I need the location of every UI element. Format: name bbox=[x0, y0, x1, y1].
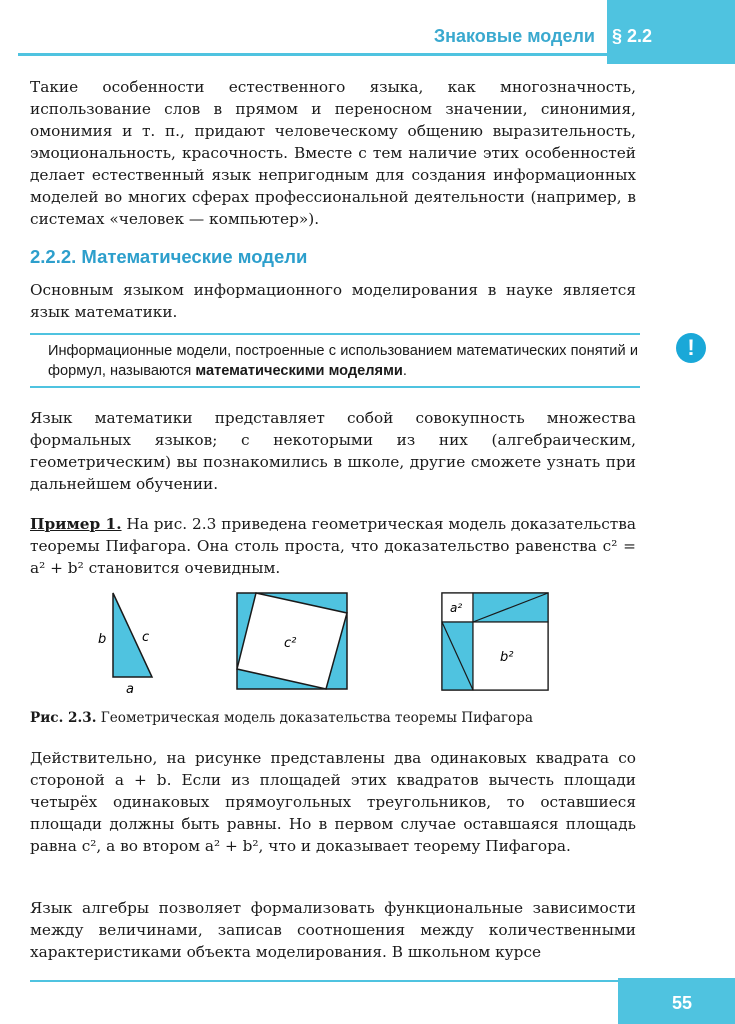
figure-caption-prefix: Рис. 2.3. bbox=[30, 710, 97, 726]
square3-label-b2: b² bbox=[500, 650, 514, 665]
paragraph-algebra: Язык алгебры позволяет формализовать функциональные зависимости между величинами, записав соотношения между количественными характеристиками объекта моделирования. В школьном курсе bbox=[30, 899, 636, 961]
exclamation-icon: ! bbox=[676, 333, 706, 363]
header-section-number: § 2.2 bbox=[612, 26, 653, 46]
triangle-label-c: c bbox=[142, 630, 150, 645]
square2-label-c2: c² bbox=[284, 636, 297, 651]
definition-prefix: Информационные модели, построенные с использованием математических понятий и формул, называются bbox=[48, 343, 638, 379]
footer-rule bbox=[30, 980, 618, 982]
definition-text bbox=[48, 341, 638, 381]
figure-caption-text: Геометрическая модель доказательства теоремы Пифагора bbox=[96, 710, 534, 726]
example-text: На рис. 2.3 приведена геометрическая модель доказательства теоремы Пифагора. Она столь проста, что доказательство равенства c² = a² + b² становится очевидным. bbox=[30, 515, 637, 577]
header-title: Знаковые модели bbox=[433, 26, 595, 46]
example-label: Пример 1. bbox=[30, 515, 122, 533]
header-rule bbox=[18, 53, 608, 56]
paragraph-intro: Такие особенности естественного языка, как многозначность, использование слов в прямом и переносном значении, синонимия, омонимия и т. п., придают человеческому общению выразительность, эмоциональность, красочность. Вместе с тем наличие этих особенностей делает естественный язык непригодным для создания информационных моделей во многих сферах профессиональной деятельности (например, в системах «человек — компьютер»). bbox=[30, 78, 636, 228]
definition-top-rule bbox=[30, 333, 640, 335]
page-number: 55 bbox=[672, 993, 693, 1013]
paragraph-proof: Действительно, на рисунке представлены два одинаковых квадрата со стороной a + b. Если из площадей этих квадратов вычесть площади четырёх одинаковых прямоугольных треугольников, то оставшиеся площади должны быть равны. Но в первом случае оставшаяся площадь равна c², а во втором a² + b², что и доказывает теорему Пифагора. bbox=[30, 749, 636, 855]
definition-suffix: . bbox=[402, 363, 407, 379]
section-title: 2.2.2. Математические модели bbox=[30, 246, 308, 267]
section-intro: Основным языком информационного моделирования в науке является язык математики. bbox=[30, 281, 636, 321]
figure-caption bbox=[30, 710, 533, 726]
example-paragraph bbox=[30, 513, 636, 579]
square3-label-a2: a² bbox=[450, 601, 463, 615]
triangle-label-a: a bbox=[126, 682, 134, 697]
triangle-label-b: b bbox=[98, 632, 107, 647]
paragraph-math-language: Язык математики представляет собой совокупность множества формальных языков; с некоторыми из них (алгебраическим, геометрическим) вы познакомились в школе, другие сможете узнать при дальнейшем обучении. bbox=[30, 409, 636, 493]
definition-bottom-rule bbox=[30, 386, 640, 388]
pythagoras-figure bbox=[0, 585, 735, 715]
definition-term: математическими моделями bbox=[195, 363, 403, 379]
